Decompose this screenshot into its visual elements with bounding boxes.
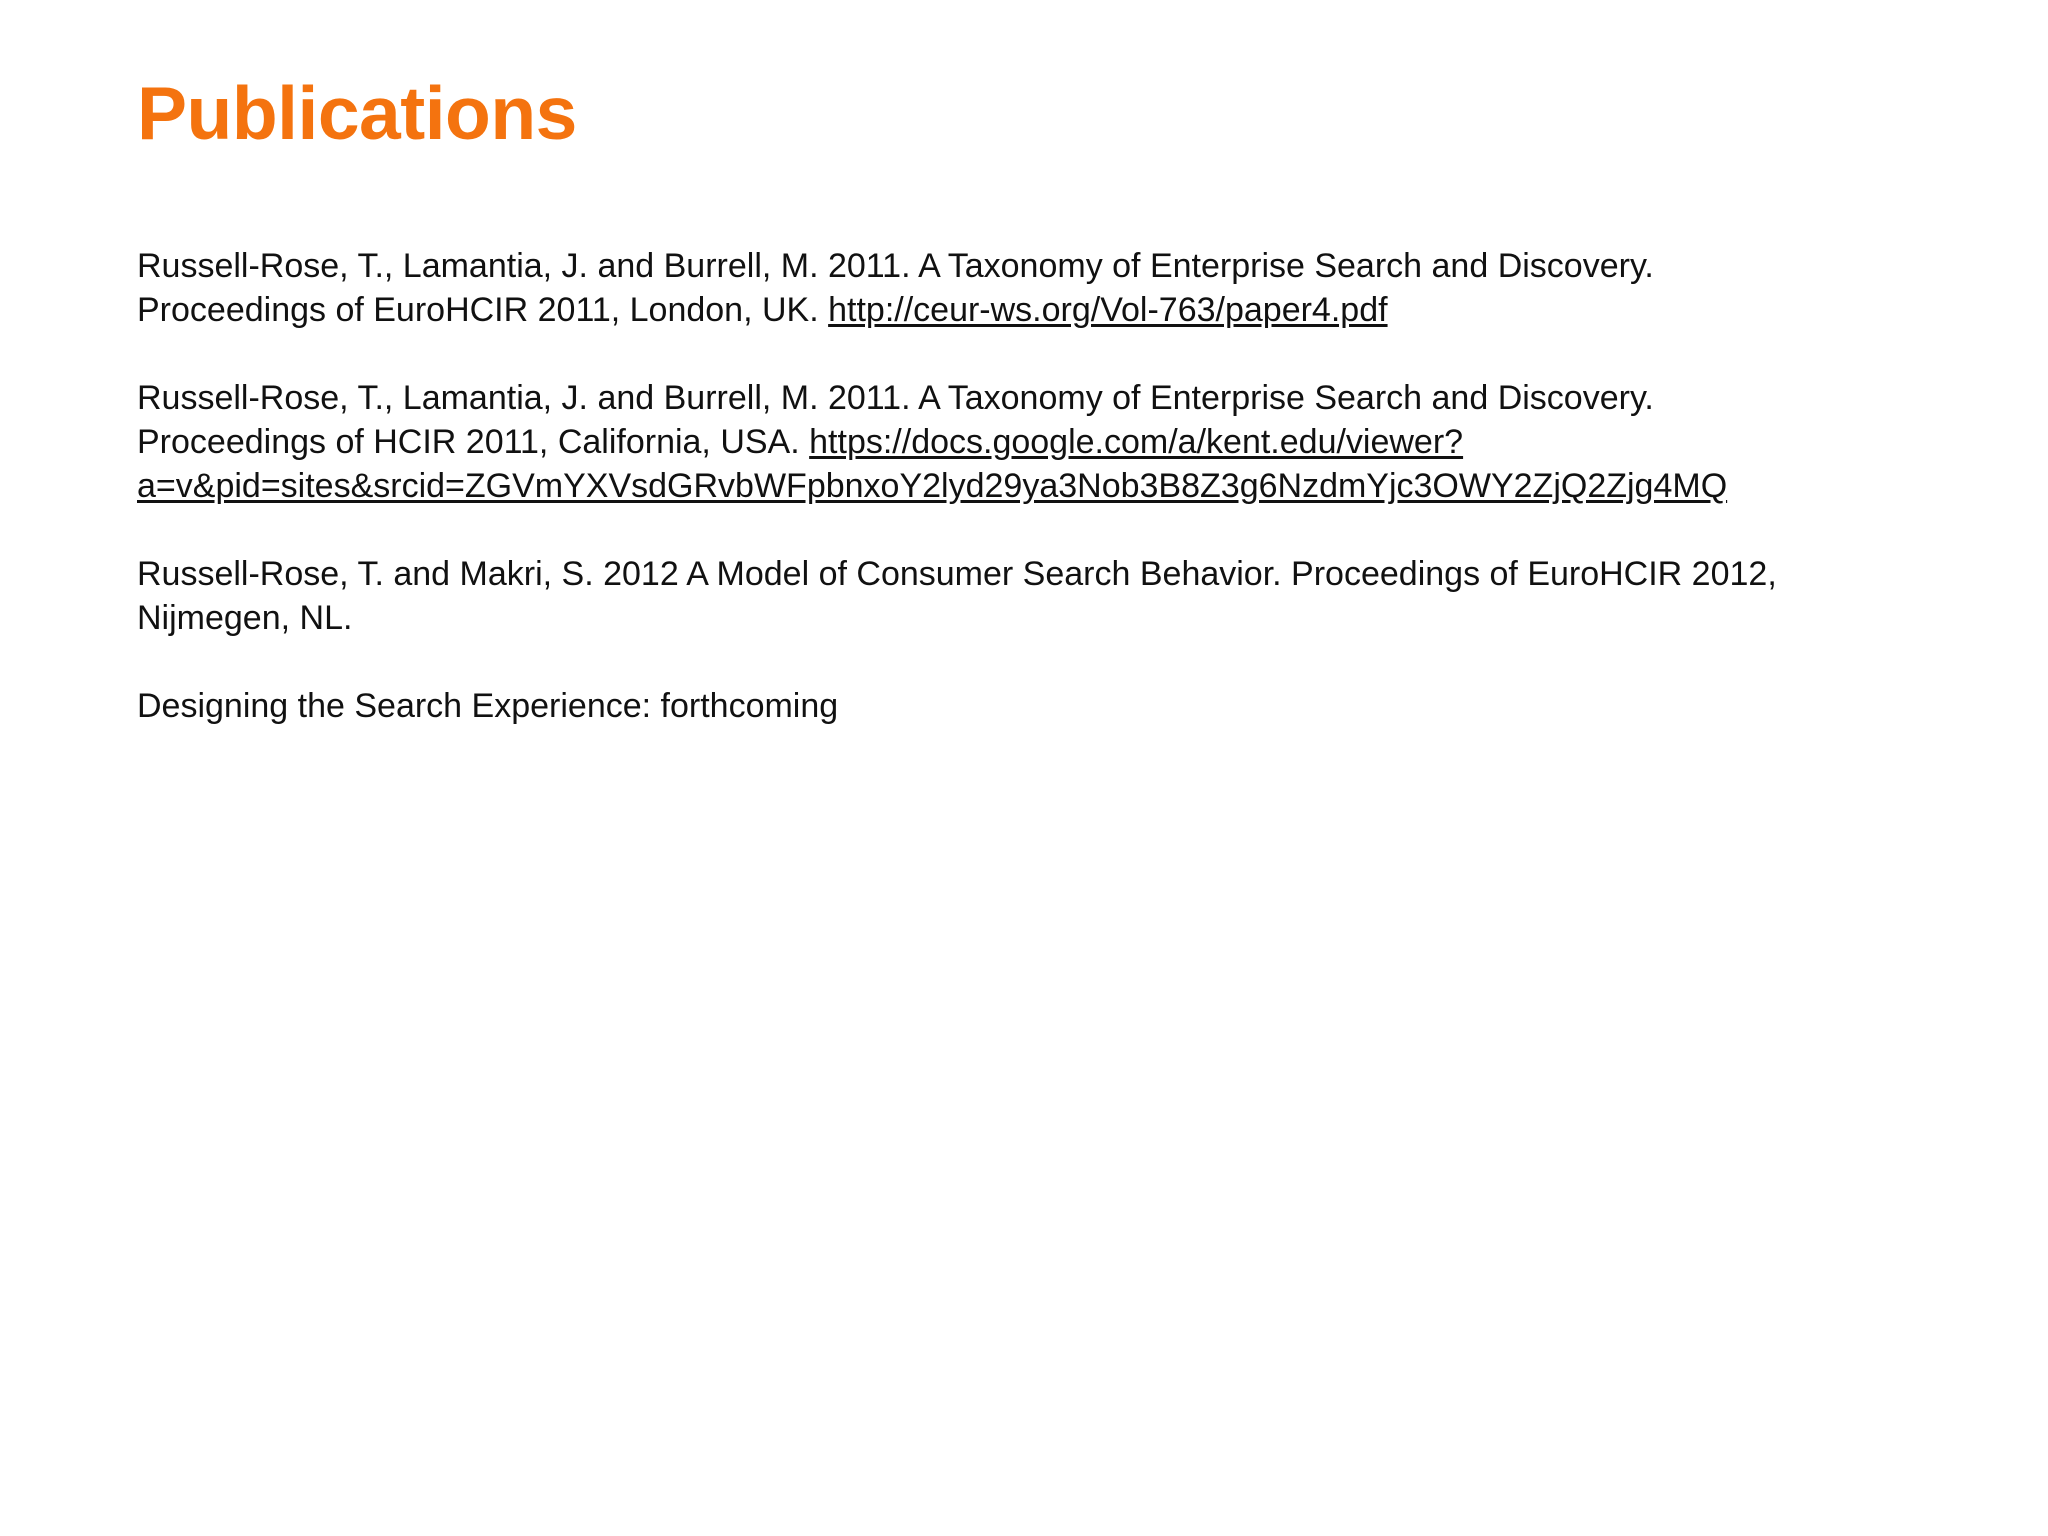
publication-item [137, 376, 1937, 508]
publication-citation: Russell-Rose, T., Lamantia, J. and Burrell, M. 2011. A Taxonomy of Enterprise Search and Discovery. [137, 247, 1654, 285]
publication-venue: Nijmegen, NL. [137, 599, 353, 637]
publication-venue-line [137, 420, 1937, 464]
publication-item [137, 244, 1937, 332]
publication-link[interactable]: http://ceur-ws.org/Vol-763/paper4.pdf [828, 291, 1388, 329]
publication-link-continued[interactable]: a=v&pid=sites&srcid=ZGVmYXVsdGRvbWFpbnxoY2lyd29ya3Nob3B8Z3g6NzdmYjc3OWY2ZjQ2Zjg4MQ [137, 467, 1728, 505]
publication-venue-line [137, 288, 1937, 332]
publication-citation: Russell-Rose, T. and Makri, S. 2012 A Model of Consumer Search Behavior. Proceedings of EuroHCIR 2012, [137, 555, 1777, 593]
publication-citation: Designing the Search Experience: forthcoming [137, 687, 839, 725]
publication-venue: Proceedings of HCIR 2011, California, USA. [137, 423, 810, 461]
page-title: Publications [137, 71, 577, 155]
publication-item [137, 552, 1937, 640]
publication-item [137, 684, 1937, 728]
publication-link[interactable]: https://docs.google.com/a/kent.edu/viewer? [809, 423, 1464, 461]
publication-link-continued-line [137, 464, 1937, 508]
publication-venue: Proceedings of EuroHCIR 2011, London, UK. [137, 291, 829, 329]
publication-citation: Russell-Rose, T., Lamantia, J. and Burrell, M. 2011. A Taxonomy of Enterprise Search and Discovery. [137, 379, 1654, 417]
publication-list [137, 244, 1937, 772]
